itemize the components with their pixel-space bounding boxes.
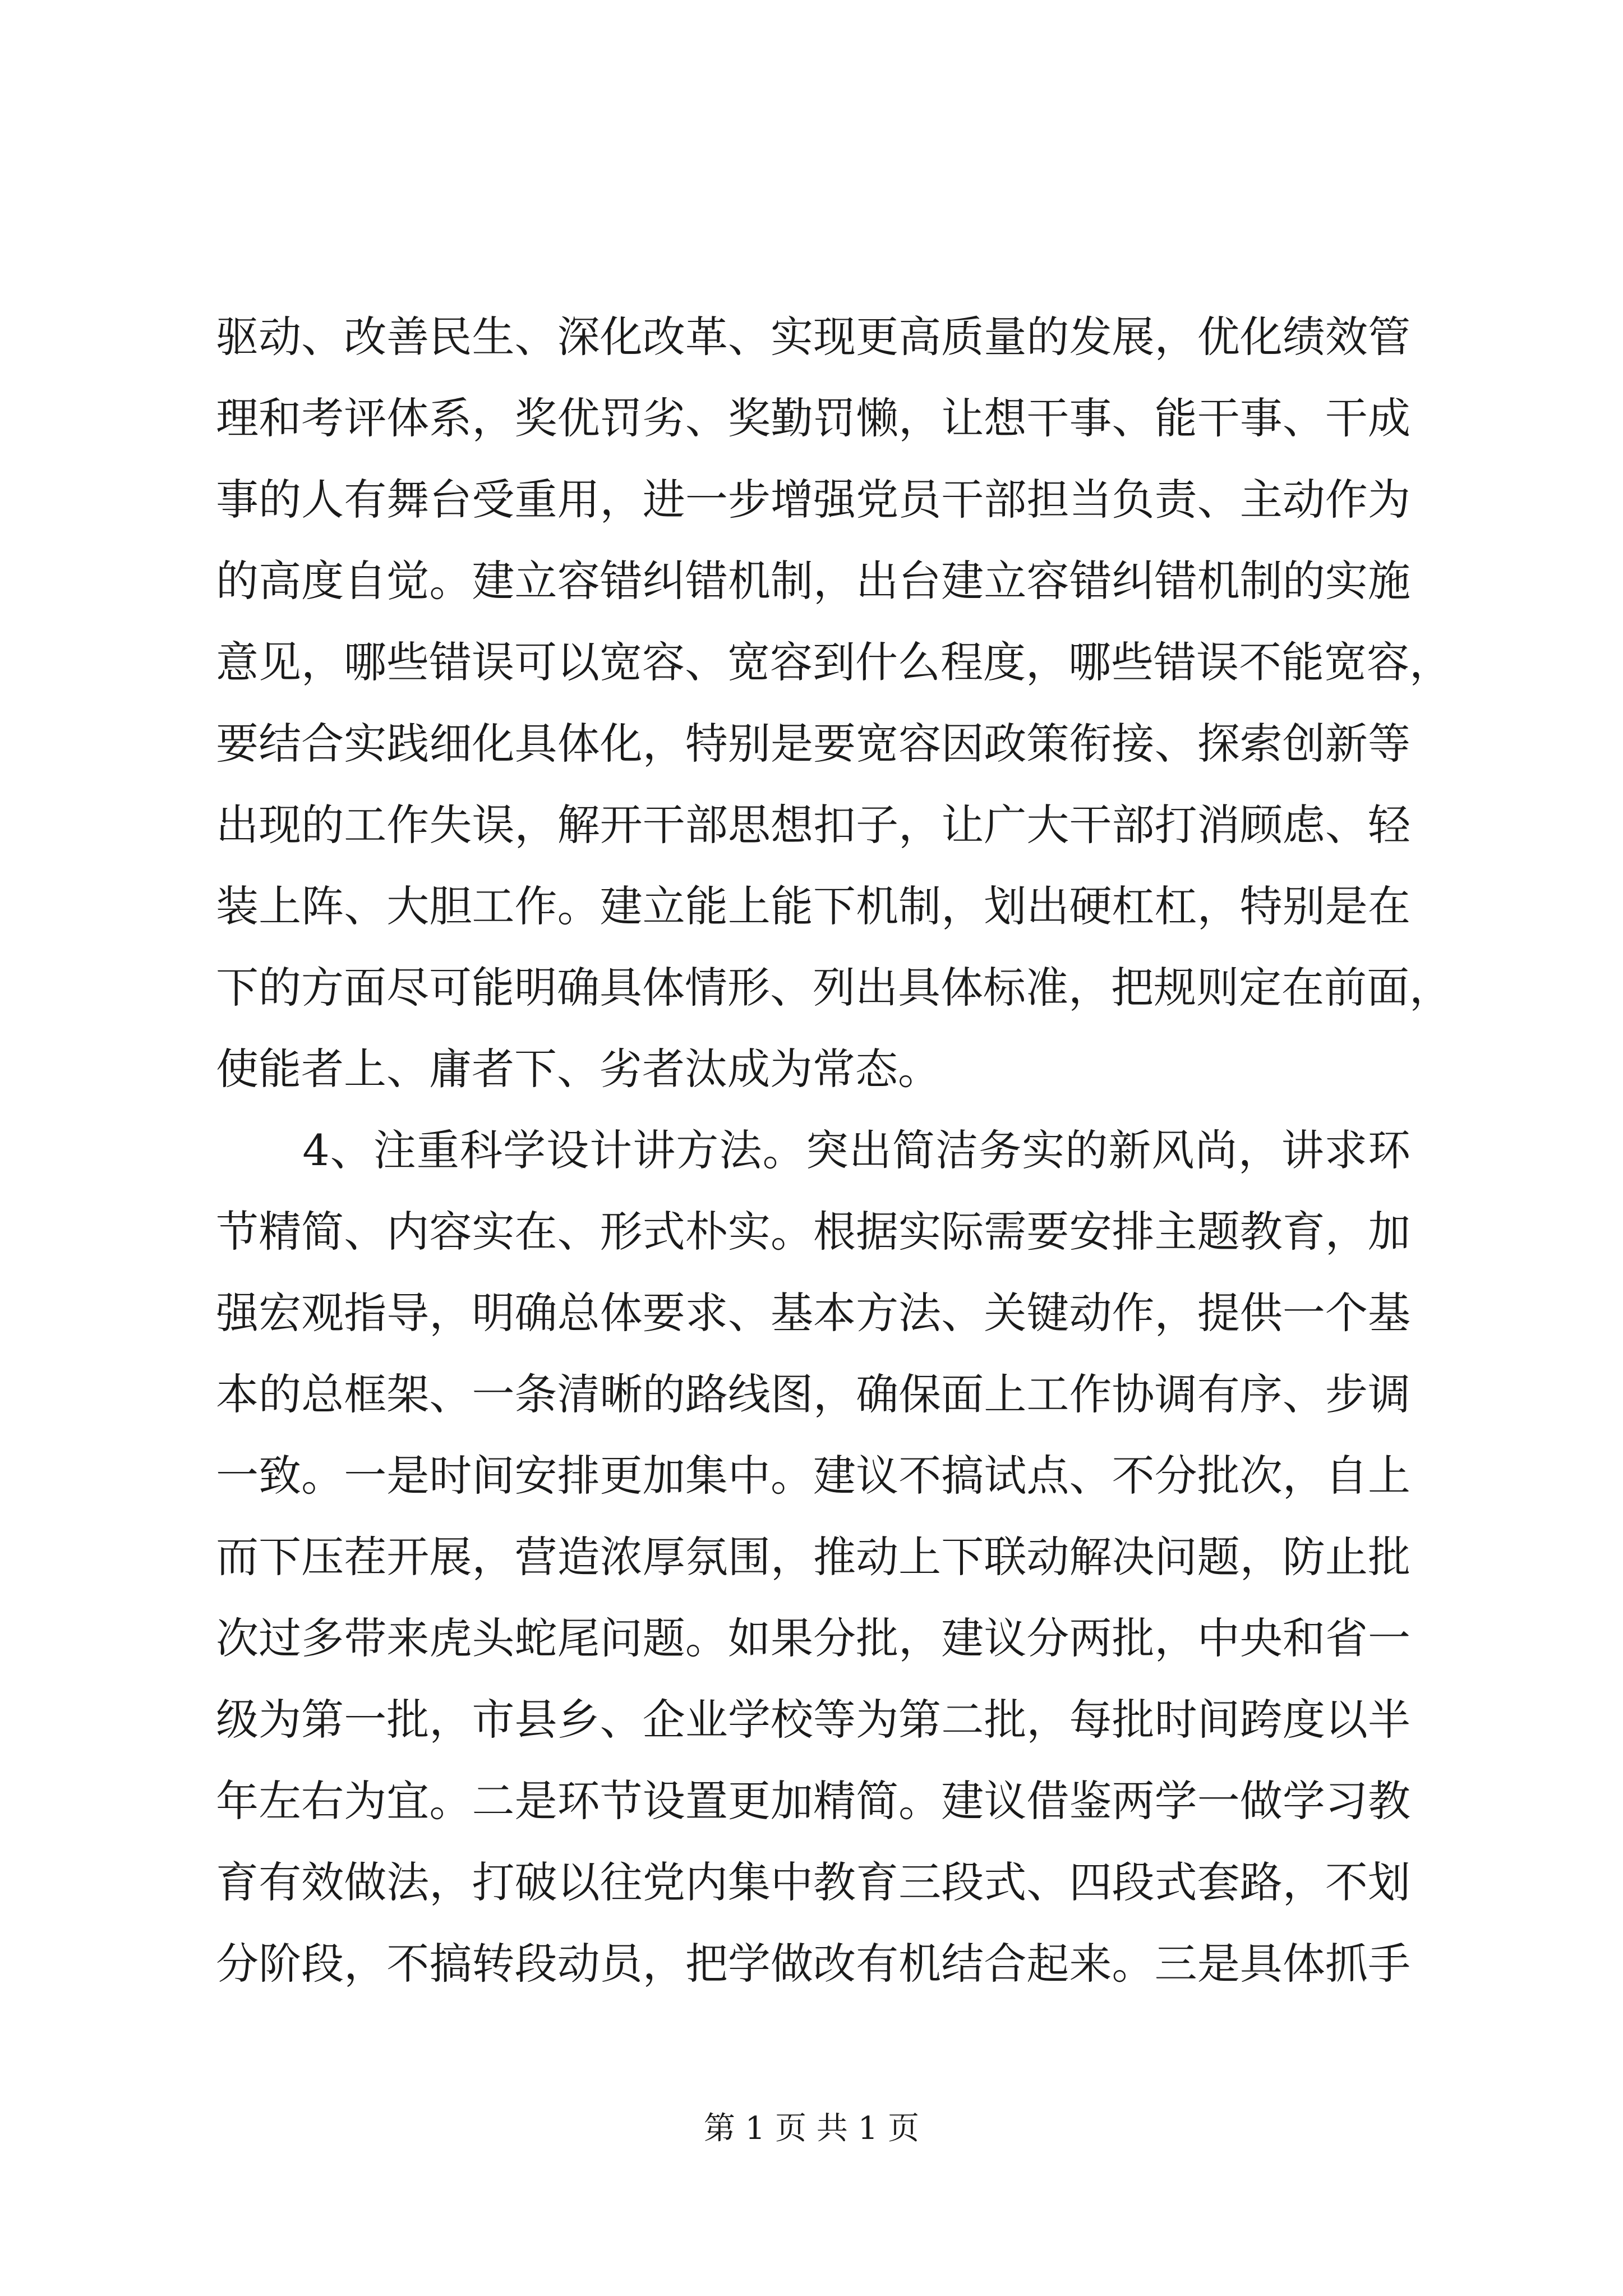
text-line: 的高度自觉。建立容错纠错机制，出台建立容错纠错机制的实施: [216, 556, 1410, 606]
text-line: 下的方面尽可能明确具体情形、列出具体标准，把规则定在前面，: [216, 963, 1452, 1013]
text-line: 事的人有舞台受重用，进一步增强党员干部担当负责、主动作为: [216, 475, 1410, 524]
text-line: 节精简、内容实在、形式朴实。根据实际需要安排主题教育，加: [216, 1207, 1410, 1257]
text-line: 而下压茬开展，营造浓厚氛围，推动上下联动解决问题，防止批: [216, 1532, 1410, 1582]
text-line: 分阶段，不搞转段动员，把学做改有机结合起来。三是具体抓手: [216, 1939, 1410, 1989]
text-line: 出现的工作失误，解开干部思想扣子，让广大干部打消顾虑、轻: [216, 800, 1410, 850]
text-line: 一致。一是时间安排更加集中。建议不搞试点、不分批次，自上: [216, 1451, 1410, 1501]
paragraph-2: [216, 1110, 1410, 2004]
text-line: 强宏观指导，明确总体要求、基本方法、关键动作，提供一个基: [216, 1288, 1410, 1338]
text-line: 本的总框架、一条清晰的路线图，确保面上工作协调有序、步调: [216, 1369, 1410, 1419]
paragraph-1: [216, 296, 1452, 1110]
page-footer: [0, 2104, 1623, 2148]
text-line: 驱动、改善民生、深化改革、实现更高质量的发展，优化绩效管: [216, 312, 1410, 362]
text-line: 装上阵、大胆工作。建立能上能下机制，划出硬杠杠，特别是在: [216, 881, 1410, 931]
body-text: [216, 296, 1452, 2004]
text-line: 次过多带来虎头蛇尾问题。如果分批，建议分两批，中央和省一: [216, 1613, 1410, 1663]
text-line: 育有效做法，打破以往党内集中教育三段式、四段式套路，不划: [216, 1857, 1410, 1907]
text-line: 4、注重科学设计讲方法。突出简洁务实的新风尚，讲求环: [216, 1125, 1410, 1175]
text-line: 使能者上、庸者下、劣者汰成为常态。: [216, 1044, 940, 1094]
text-line: 要结合实践细化具体化，特别是要宽容因政策衔接、探索创新等: [216, 719, 1410, 769]
page-number: 第 1 页 共 1 页: [703, 2110, 920, 2147]
text-line: 年左右为宜。二是环节设置更加精简。建议借鉴两学一做学习教: [216, 1776, 1410, 1826]
text-line: 理和考评体系，奖优罚劣、奖勤罚懒，让想干事、能干事、干成: [216, 393, 1410, 443]
text-line: 级为第一批，市县乡、企业学校等为第二批，每批时间跨度以半: [216, 1695, 1410, 1745]
text-line: 意见，哪些错误可以宽容、宽容到什么程度，哪些错误不能宽容，: [216, 637, 1452, 687]
